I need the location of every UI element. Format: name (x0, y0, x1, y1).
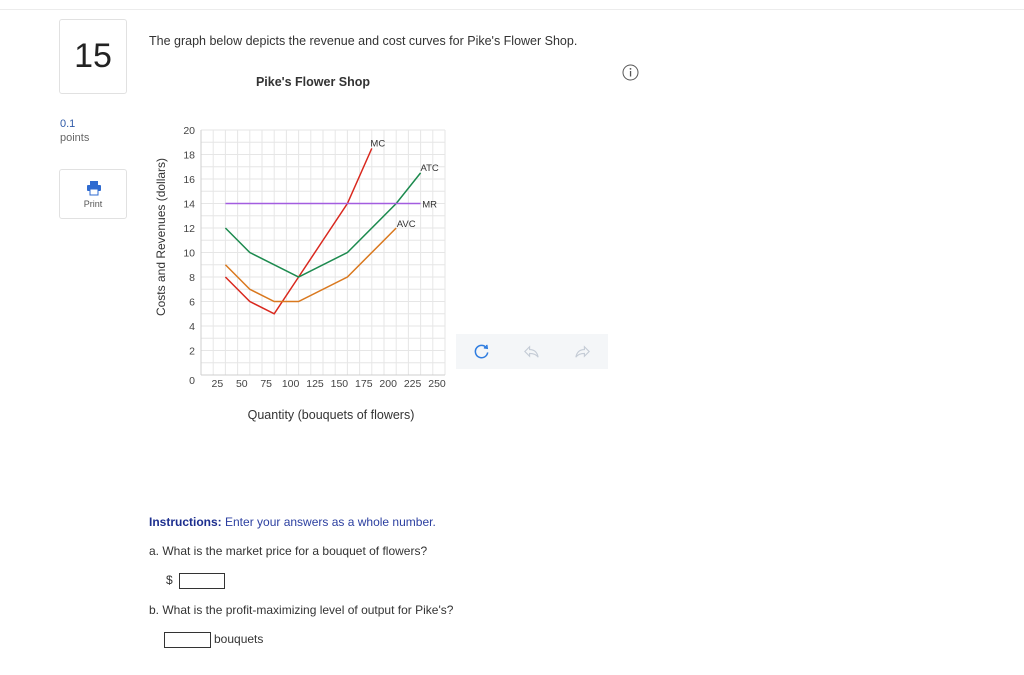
question-number-text: 15 (74, 37, 112, 75)
y-tick-label: 0 (189, 375, 195, 387)
x-tick-label: 25 (211, 378, 224, 390)
instructions-text: Enter your answers as a whole number. (221, 515, 436, 529)
redo-icon[interactable] (573, 342, 592, 361)
curve-labels (370, 138, 438, 230)
y-axis-label: Costs and Revenues (dollars) (154, 157, 168, 317)
x-tick-label: 225 (403, 378, 422, 390)
y-tick-label: 20 (183, 125, 195, 137)
x-tick-label: 150 (330, 378, 349, 390)
info-icon[interactable] (622, 64, 639, 81)
y-tick-label: 4 (189, 321, 195, 333)
y-tick-label: 16 (183, 174, 195, 186)
x-axis-label: Quantity (bouquets of flowers) (247, 408, 415, 422)
part-a-question: a. What is the market price for a bouquet of flowers? (149, 544, 428, 558)
x-tick-label: 175 (355, 378, 373, 390)
y-tick-labels (183, 125, 195, 387)
x-tick-label: 125 (306, 378, 324, 390)
dollar-sign: $ (166, 573, 173, 587)
graph-toolbar (456, 334, 608, 369)
question-number (59, 19, 127, 94)
x-tick-labels (212, 378, 446, 390)
x-tick-label: 75 (260, 378, 273, 390)
printer-icon (86, 180, 102, 196)
x-tick-label: 50 (235, 378, 248, 390)
points-label: points (60, 132, 90, 144)
y-tick-label: 2 (189, 345, 195, 358)
chart-title: Pike's Flower Shop (255, 75, 371, 89)
bouquets-unit-label: bouquets (214, 632, 264, 646)
curve-label-mr: MR (422, 199, 437, 211)
instructions-label: Instructions: (149, 515, 222, 529)
undo-icon[interactable] (522, 342, 541, 361)
y-tick-label: 10 (183, 247, 195, 260)
print-label: Print (83, 199, 103, 209)
curve-label-avc: AVC (396, 219, 416, 230)
chart-grid (201, 130, 445, 375)
print-button[interactable] (59, 169, 127, 219)
instructions (149, 515, 436, 529)
y-tick-label: 8 (189, 272, 195, 284)
curve-label-atc: ATC (420, 162, 439, 174)
points-value: 0.1 (60, 118, 76, 130)
y-tick-label: 18 (183, 149, 195, 162)
market-price-input[interactable] (179, 573, 225, 589)
points-info (60, 117, 89, 145)
y-tick-label: 14 (183, 198, 195, 211)
part-b-question: b. What is the profit-maximizing level of output for Pike's? (149, 603, 454, 617)
output-quantity-input[interactable] (164, 632, 211, 648)
x-tick-label: 250 (428, 378, 446, 390)
x-tick-label: 100 (281, 378, 300, 390)
reset-icon[interactable] (472, 342, 491, 361)
cost-revenue-chart[interactable] (145, 62, 475, 432)
y-tick-label: 6 (189, 296, 195, 309)
y-tick-label: 12 (183, 223, 195, 235)
question-prompt: The graph below depicts the revenue and cost curves for Pike's Flower Shop. (149, 34, 578, 48)
top-divider (0, 9, 1024, 10)
curve-label-mc: MC (370, 138, 386, 150)
x-tick-label: 200 (379, 378, 397, 390)
